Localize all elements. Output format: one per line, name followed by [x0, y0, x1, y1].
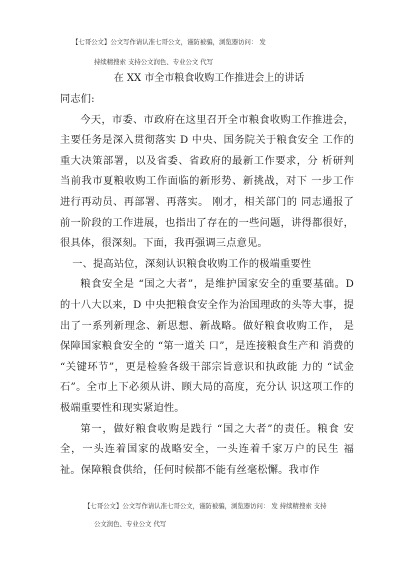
- header-ad-line-1: 【七哥公文】公文写作请认准七哥公文，谨防被骗，浏览器访问： 发: [72, 38, 266, 46]
- salutation: 同志们:: [60, 94, 95, 105]
- document-title: 在 XX 市全市粮食收购工作推进会上的讲话: [113, 73, 305, 84]
- footer-ad-line-2: 公文润色、专业公文 代写: [94, 520, 167, 528]
- header-ad-line-2: 持续精搜索 支持公文润色、专业公文 代写: [94, 58, 214, 66]
- paragraph-food-security: 粮食安全是 “国之大者”，是维护国家安全的重要基础。D 的十八大以来，D 中央把粮食安全作为治国理政的头等大事，提出了一系列新理念、新思想、新战略。做好粮食收购工作， 是保障国家粮食安全的 “第一道关 口”，是连接粮食生产和 消费的 “关键环节”，更是检验各级干部宗旨意识和执政能 力的 “试金石”。全市上下必须从讲、顾大局的高度，充分认 识这项工作的极端重要性和现实紧迫性。: [60, 279, 354, 414]
- document-body: [60, 90, 354, 481]
- paragraph-intro: 今天，市委、市政府在这里召开全市粮食收购工作推进会，主要任务是深入贯彻落实 D 中央、国务院关于粮食安全 工作的重大决策部署，以及省委、省政府的最新工作要求，分 析研判当前我市夏粮收购工作面临的新形势、新挑战，对下 一步工作进行再动员、再部署、再落实。 刚才，相关部门的 同志通报了前一阶段的工作进展，也指出了存在的一些问题，讲得都很好，很具体，很深刻。下面，我再强调三点意见。: [60, 114, 354, 250]
- footer-ad-line-1: 【七哥公文】公文写作请认准七哥公文，谨防被骗，浏览器访问： 发 持续精搜索 支持: [84, 502, 327, 510]
- paragraph-first-point: 第一，做好粮食收购是践行 “国之大者”的责任。粮食 安全，一头连着国家的战略安全，一头连着千家万户的民生 福祉。保障粮食供给，任何时候都不能有丝毫松懈。我市作: [60, 423, 354, 476]
- section-heading-1: 一、提高站位，深刻认识粮食收购工作的极端重要性: [72, 258, 312, 270]
